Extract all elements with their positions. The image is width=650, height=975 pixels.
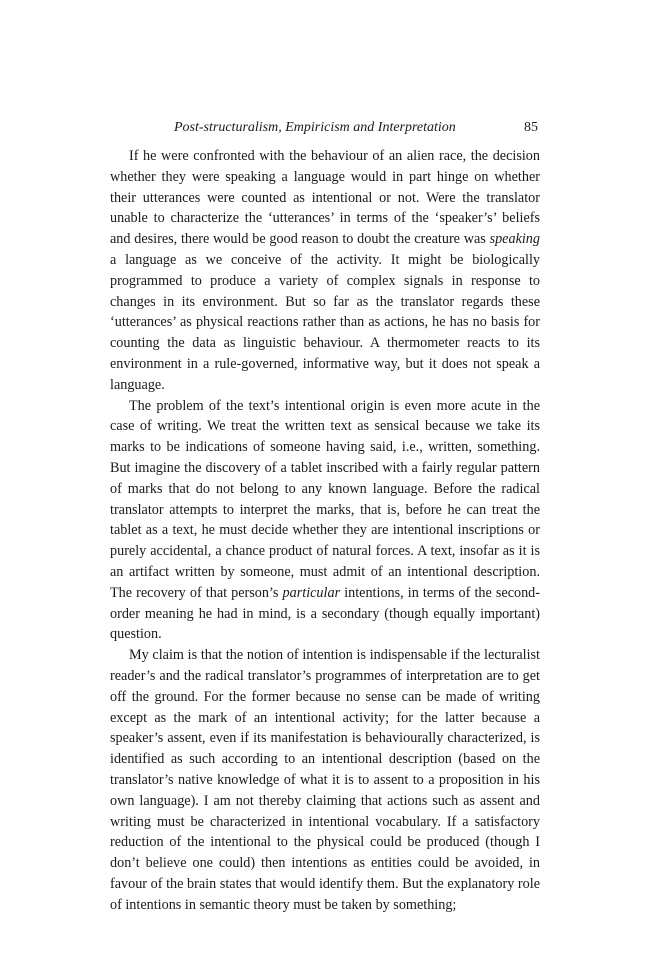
running-head — [110, 118, 540, 138]
book-page — [110, 118, 540, 915]
paragraph-2 — [110, 396, 540, 646]
text-segment: a language as we conceive of the activity. It might be biologically programmed to produce a variety of complex signals in response to changes in its environment. But so far as the translator regards these ‘utterances’ as physical reactions rather than as actions, he has no basis for counting the data as linguistic behaviour. A thermometer reacts to its environment in a rule-governed, informative way, but it does not speak a language. — [110, 251, 540, 393]
paragraph-1 — [110, 146, 540, 396]
emphasized-word: speaking — [489, 231, 540, 248]
body-text — [110, 146, 540, 915]
text-segment: My claim is that the notion of intention is indispensable if the lecturalist reader’s and the radical translator’s programmes of interpretation are to get off the ground. For the former because no sense can be made of writing except as the mark of an intentional activity; for the latter because a speaker’s assent, even if its manifestation is behaviourally characterized, is identified as such according to an intentional description (based on the translator’s native knowledge of what it is to assent to a proposition in his own language). I am not thereby claiming that actions such as assent and writing must be characterized in intentional vocabulary. If a satisfactory reduction of the intentional to the physical could be produced (though I don’t believe one could) then intentions as entities could be avoided, in favour of the brain states that would identify them. But the explanatory role of intentions in semantic theory must be taken by something; — [110, 647, 540, 913]
emphasized-word: particular — [282, 584, 341, 601]
page-number: 85 — [524, 120, 538, 135]
running-title: Post-structuralism, Empiricism and Interpretation — [174, 120, 456, 135]
paragraph-3 — [110, 645, 540, 915]
text-segment: intentions, in terms of the second-order meaning he had in mind, is a secondary (though equally important) question. — [110, 584, 540, 643]
text-segment: If he were confronted with the behaviour of an alien race, the decision whether they were speaking a language would in part hinge on whether their utterances were counted as intentional or not. Were the translator unable to characterize the ‘utterances’ in terms of the ‘speaker’s’ beliefs and desires, there would be good reason to doubt the creature was — [110, 148, 540, 248]
text-segment: The problem of the text’s intentional origin is even more acute in the case of writing. We treat the written text as sensical because we take its marks to be indications of someone having said, i.e., written, something. But imagine the discovery of a tablet inscribed with a fairly regular pattern of marks that do not belong to any known language. Before the radical translator attempts to interpret the marks, that is, before he can treat the tablet as a text, he must decide whether they are intentional inscriptions or purely accidental, a chance product of natural forces. A text, insofar as it is an artifact written by someone, must admit of an intentional description. The recovery of that person’s — [110, 397, 540, 601]
